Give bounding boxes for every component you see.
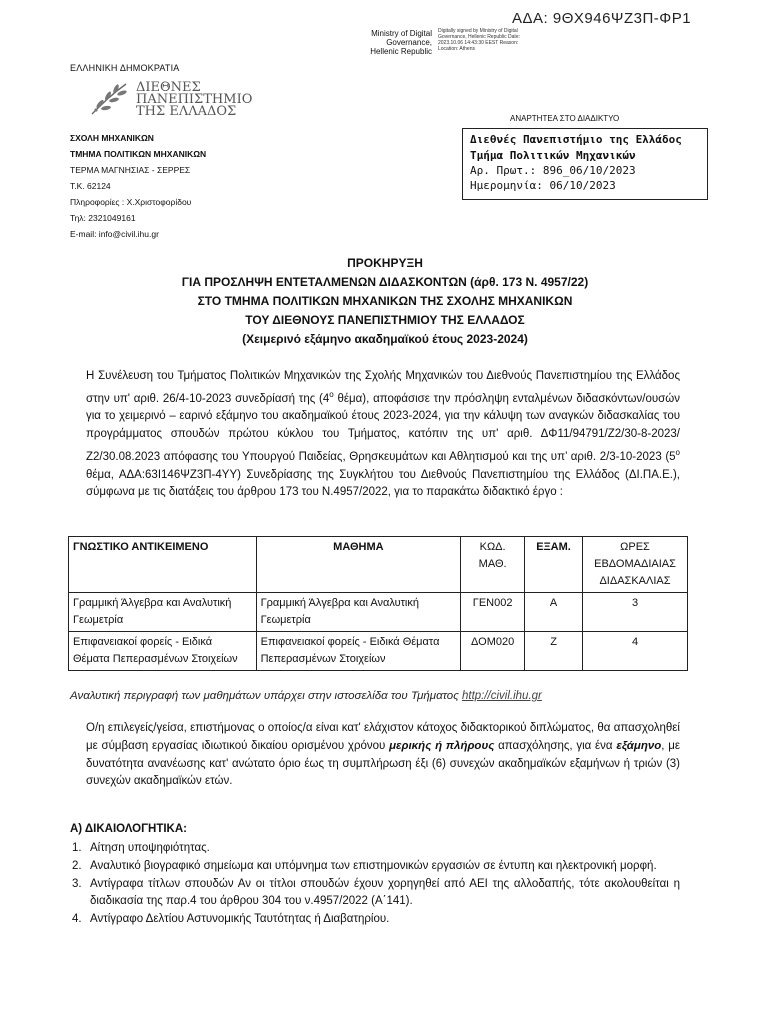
logo-line-3: ΤΗΣ ΕΛΛΑΔΟΣ bbox=[136, 104, 237, 119]
note-text: Αναλυτική περιγραφή των μαθημάτων υπάρχει στην ιστοσελίδα του Τμήματος bbox=[70, 690, 462, 702]
item-number: 3. bbox=[72, 877, 82, 890]
header-subject-area: ΓΝΩΣΤΙΚΟ ΑΝΤΙΚΕΙΜΕΝΟ bbox=[69, 537, 257, 593]
list-item bbox=[72, 858, 680, 876]
title-line-1: ΠΡΟΚΗΡΥΞΗ bbox=[347, 256, 423, 270]
employment-text-a: Ο/η επιλεγείς/γείσα, επιστήμονας ο οποίος/α είναι κατ' ελάχιστον κάτοχος διδακτορικού διπλώματος, θα απασχοληθεί με σύμβαση εργασίας ιδιωτικού δικαίου ορισμένου χρόνου bbox=[86, 722, 680, 752]
employment-text-e: , με δυνατότητα ανανέωσης κατ' ανώτατο όριο έως τη συμπλήρωση έξι (6) συνεχών ακαδημαϊκών εξαμήνων ή τριών (3) συνεχών ακαδημαϊκών ετών. bbox=[86, 739, 680, 788]
intro-text-1: Η Συνέλευση του Τμήματος Πολιτικών Μηχανικών της Σχολής Μηχανικών του Διεθνούς Πανεπιστημίου της Ελλάδος στην υπ' αριθ. 26/4-10-2023 συνεδρίασή της (4 bbox=[86, 370, 680, 405]
signature-details: Digitally signed by Ministry of Digital Governance, Hellenic Republic Date: 2023.10.06 14:43:30 EEST Reason: Location: Athens bbox=[438, 28, 520, 52]
logo-line-2: ΠΑΝΕΠΙΣΤΗΜΙΟ bbox=[136, 92, 253, 107]
table-row bbox=[69, 632, 688, 671]
address: ΤΕΡΜΑ ΜΑΓΝΗΣΙΑΣ - ΣΕΡΡΕΣ bbox=[70, 165, 191, 175]
cell-course-code: ΓΕΝ002 bbox=[461, 593, 525, 632]
cell-semester: Ζ bbox=[525, 632, 583, 671]
courses-table bbox=[68, 536, 688, 671]
stamp-department: Τμήμα Πολιτικών Μηχανικών bbox=[470, 149, 636, 162]
olive-branch-logo-icon bbox=[86, 80, 134, 118]
intro-text-2: θέμα), αποφάσισε την πρόσληψη ενταλμένων διδασκόντων/ουσών για το χειμερινό – εαρινό εξάμηνο του ακαδημαϊκού έτους 2023-2024, για την κάλυψη των αναγκών διδασκαλίας του προγράμματος σπουδών πρώτου κύκλου του Τμήματος, κατόπιν της υπ' αριθ. ΔΦ11/94791/Ζ2/30-8-2023/Ζ2/30.08.2023 απόφασης του Υπουργού Παιδείας, Θρησκευμάτων και Αθλητισμού και της υπ’ αριθ. 2/3-10-2023 (5 bbox=[86, 392, 680, 463]
email: E-mail: info@civil.ihu.gr bbox=[70, 229, 159, 239]
school-name: ΣΧΟΛΗ ΜΗΧΑΝΙΚΩΝ bbox=[70, 133, 154, 143]
table-row bbox=[69, 593, 688, 632]
list-item bbox=[72, 876, 680, 912]
list-item bbox=[72, 911, 680, 929]
stamp-protocol-number: Αρ. Πρωτ.: 896_06/10/2023 bbox=[470, 164, 636, 177]
item-text: Αντίγραφα τίτλων σπουδών Αν οι τίτλοι σπουδών έχουν χορηγηθεί από ΑΕΙ της αλλοδαπής, τότε ακολουθείται η διαδικασία της παρ.4 του άρθρου 304 του ν.4957/2022 (Α΄141). bbox=[90, 877, 680, 908]
course-description-note bbox=[70, 690, 542, 702]
title-line-2: ΓΙΑ ΠΡΟΣΛΗΨΗ ΕΝΤΕΤΑΛΜΕΝΩΝ ΔΙΔΑΣΚΟΝΤΩΝ (άρθ. 173 Ν. 4957/22) bbox=[181, 275, 589, 289]
cell-course-code: ΔΟΜ020 bbox=[461, 632, 525, 671]
item-text: Αίτηση υποψηφιότητας. bbox=[90, 842, 210, 854]
title-line-4: ΤΟΥ ΔΙΕΘΝΟΥΣ ΠΑΝΕΠΙΣΤΗΜΙΟΥ ΤΗΣ ΕΛΛΑΔΟΣ bbox=[245, 313, 525, 327]
department-name: ΤΜΗΜΑ ΠΟΛΙΤΙΚΩΝ ΜΗΧΑΝΙΚΩΝ bbox=[70, 149, 207, 159]
republic-label: ΕΛΛΗΝΙΚΗ ΔΗΜΟΚΡΑΤΙΑ bbox=[70, 63, 180, 73]
item-number: 4. bbox=[72, 913, 82, 926]
cell-semester: Α bbox=[525, 593, 583, 632]
department-website-link[interactable]: http://civil.ihu.gr bbox=[461, 690, 542, 702]
signature-organization: Ministry of Digital Governance, Hellenic Republic bbox=[370, 29, 432, 56]
intro-text-3: θέμα, ΑΔΑ:63Ι146ΨΖ3Π-4ΥΥ) Συνεδρίασης της Συγκλήτου του Διεθνούς Πανεπιστημίου της Ελλάδος (ΔΙ.ΠΑ.Ε.), σύμφωνα με τις διατάξεις του άρθρου 173 του Ν.4957/2022, για το παρακάτω διδακτικό έργο : bbox=[86, 468, 680, 499]
postcode: Τ.Κ. 62124 bbox=[70, 181, 111, 191]
cell-subject-area: Γραμμική Άλγεβρα και Αναλυτική Γεωμετρία bbox=[69, 593, 257, 632]
employment-text-c: απασχόλησης, για ένα bbox=[494, 739, 617, 752]
header-course: ΜΑΘΗΜΑ bbox=[256, 537, 461, 593]
cell-course: Γραμμική Άλγεβρα και Αναλυτική Γεωμετρία bbox=[256, 593, 461, 632]
title-line-3: ΣΤΟ ΤΜΗΜΑ ΠΟΛΙΤΙΚΩΝ ΜΗΧΑΝΙΚΩΝ ΤΗΣ ΣΧΟΛΗΣ ΜΗΧΑΝΙΚΩΝ bbox=[197, 294, 573, 308]
header-course-code: ΚΩΔ. ΜΑΘ. bbox=[461, 537, 525, 593]
cell-weekly-hours: 4 bbox=[583, 632, 688, 671]
item-number: 1. bbox=[72, 842, 82, 854]
sender-info bbox=[70, 130, 206, 242]
documents-heading: Α) ΔΙΚΑΙΟΛΟΓΗΤΙΚΑ: bbox=[70, 823, 187, 835]
ada-code: ΑΔΑ: 9ΘΧ946ΨΖ3Π-ΦΡ1 bbox=[512, 10, 692, 27]
cell-subject-area: Επιφανειακοί φορείς - Ειδικά Θέματα Πεπερασμένων Στοιχείων bbox=[69, 632, 257, 671]
employment-duration: εξάμηνο bbox=[616, 739, 662, 752]
contact-info: Πληροφορίες : Χ.Χριστοφορίδου bbox=[70, 197, 192, 207]
university-logo-text bbox=[136, 82, 252, 118]
intro-sup-2: ο bbox=[675, 448, 680, 458]
table-header-row bbox=[69, 537, 688, 593]
phone: Τηλ: 2321049161 bbox=[70, 213, 136, 223]
intro-paragraph bbox=[86, 368, 680, 502]
list-item bbox=[72, 840, 680, 858]
header-semester: ΕΞΑΜ. bbox=[525, 537, 583, 593]
cell-weekly-hours: 3 bbox=[583, 593, 688, 632]
item-text: Αντίγραφο Δελτίου Αστυνομικής Ταυτότητας ή Διαβατηρίου. bbox=[90, 913, 390, 926]
item-number: 2. bbox=[72, 859, 82, 872]
stamp-date: Ημερομηνία: 06/10/2023 bbox=[470, 179, 616, 192]
post-online-label: ΑΝΑΡΤΗΤΕΑ ΣΤΟ ΔΙΑΔΙΚΤΥΟ bbox=[510, 114, 620, 123]
intro-sup-1: ο bbox=[329, 389, 334, 399]
title-line-5: (Χειμερινό εξάμηνο ακαδημαϊκού έτους 2023-2024) bbox=[242, 332, 528, 346]
cell-course: Επιφανειακοί φορείς - Ειδικά Θέματα Πεπερασμένων Στοιχείων bbox=[256, 632, 461, 671]
logo-line-1: ΔΙΕΘΝΕΣ bbox=[136, 80, 201, 95]
employment-paragraph bbox=[86, 720, 680, 791]
employment-type: μερικής ή πλήρους bbox=[389, 739, 495, 752]
header-weekly-hours: ΩΡΕΣ ΕΒΔΟΜΑΔΙΑΙΑΣ ΔΙΔΑΣΚΑΛΙΑΣ bbox=[583, 537, 688, 593]
stamp-university: Διεθνές Πανεπιστήμιο της Ελλάδος bbox=[470, 133, 682, 146]
documents-list bbox=[72, 840, 680, 929]
item-text: Αναλυτικό βιογραφικό σημείωμα και υπόμνημα των επιστημονικών εργασιών σε έντυπη και ηλεκτρονική μορφή. bbox=[90, 859, 657, 872]
